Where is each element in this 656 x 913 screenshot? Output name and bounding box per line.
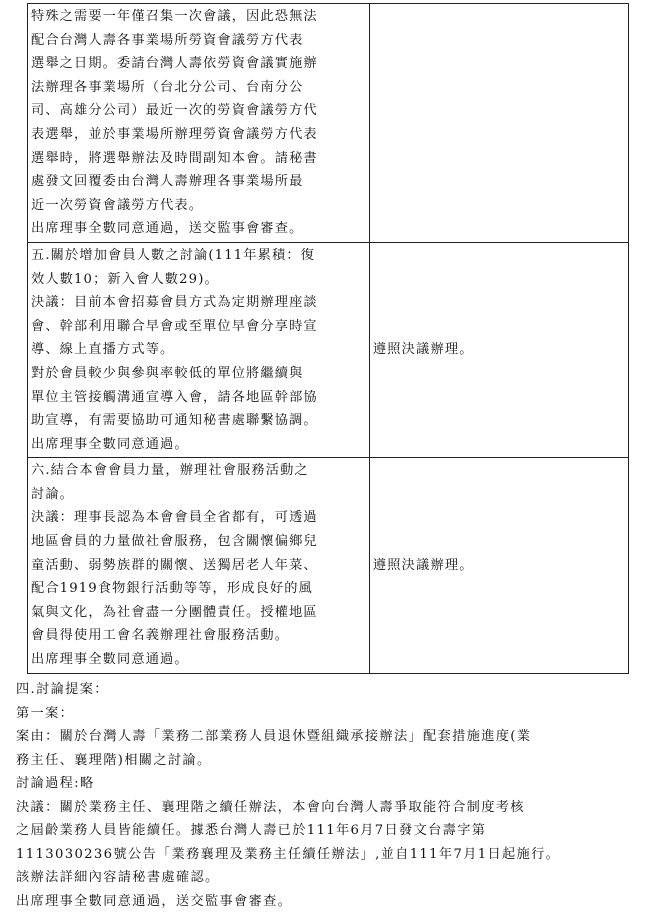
text-line: 決議：理事長認為本會會員全省都有，可透過 — [31, 506, 365, 530]
text-line: 司、高雄分公司）最近一次的勞資會議勞方代 — [31, 99, 365, 123]
proposal-subject: 案由：關於台灣人壽「業務二部業務人員退休暨組織承接辦法」配套措施進度(業 — [16, 725, 636, 749]
table-row — [28, 458, 629, 673]
text-line: 出席理事全數同意通過，送交監事會審查。 — [31, 217, 365, 241]
execution-cell — [369, 4, 628, 243]
text-line: 討論。 — [31, 483, 365, 507]
minutes-table — [27, 3, 629, 674]
execution-status: 遵照決議辦理。 — [373, 554, 628, 578]
text-line: 法辦理各事業場所（台北分公司、台南分公 — [31, 76, 365, 100]
text-line: 對於會員較少與參與率較低的單位將繼續與 — [31, 362, 365, 386]
execution-cell — [369, 242, 628, 457]
discussion-section — [16, 678, 636, 913]
text-line: 單位主管接觸溝通宣導入會，請各地區幹部協 — [31, 386, 365, 410]
text-line: 表選舉，並於事業場所辦理勞資會議勞方代表 — [31, 123, 365, 147]
text-line: 配合1919食物銀行活動等等，形成良好的風 — [31, 577, 365, 601]
text-line: 配合台灣人壽各事業場所勞資會議勞方代表 — [31, 29, 365, 53]
resolution-line: 1113030236號公告「業務襄理及業務主任續任辦法」,並自111年7月1日起施行。 — [16, 843, 636, 867]
approval-line: 出席理事全數同意通過，送交監事會審查。 — [16, 890, 636, 913]
text-line: 氣與文化，為社會盡一分團體責任。授權地區 — [31, 601, 365, 625]
execution-status: 遵照決議辦理。 — [373, 338, 628, 362]
motion-cell — [28, 242, 370, 457]
motion-cell — [28, 4, 370, 243]
text-line: 處發文回覆委由台灣人壽辦理各事業場所最 — [31, 170, 365, 194]
resolution-line: 決議：關於業務主任、襄理階之續任辦法，本會向台灣人壽爭取能符合制度考核 — [16, 796, 636, 820]
table-row — [28, 4, 629, 243]
text-line: 地區會員的力量做社會服務，包含關懷偏鄉兒 — [31, 530, 365, 554]
proposal-number: 第一案： — [16, 702, 636, 726]
text-line: 出席理事全數同意通過。 — [31, 433, 365, 457]
proposal-subject-cont: 務主任、襄理階)相關之討論。 — [16, 749, 636, 773]
discussion-process: 討論過程:略 — [16, 772, 636, 796]
text-line: 選舉之日期。委請台灣人壽依勞資會議實施辦 — [31, 52, 365, 76]
text-line: 特殊之需要一年僅召集一次會議，因此恐無法 — [31, 5, 365, 29]
text-line: 五.關於增加會員人數之討論(111年累積：復 — [31, 244, 365, 268]
motion-cell — [28, 458, 370, 673]
section-heading: 四.討論提案： — [16, 678, 636, 702]
text-line: 效人數10；新入會人數29)。 — [31, 268, 365, 292]
text-line: 導、線上直播方式等。 — [31, 338, 365, 362]
text-line: 會員得使用工會名義辦理社會服務活動。 — [31, 624, 365, 648]
text-line: 會、幹部利用聯合早會或至單位早會分享時宣 — [31, 315, 365, 339]
resolution-line: 該辦法詳細內容請秘書處確認。 — [16, 866, 636, 890]
text-line: 近一次勞資會議勞方代表。 — [31, 194, 365, 218]
text-line: 助宣導，有需要協助可通知秘書處聯繫協調。 — [31, 409, 365, 433]
text-line: 童活動、弱勢族群的關懷、送獨居老人年菜、 — [31, 554, 365, 578]
text-line: 決議：目前本會招募會員方式為定期辦理座談 — [31, 291, 365, 315]
resolution-line: 之屆齡業務人員皆能續任。據悉台灣人壽已於111年6月7日發文台壽字第 — [16, 819, 636, 843]
text-line: 出席理事全數同意通過。 — [31, 648, 365, 672]
text-line: 選舉時，將選舉辦法及時間副知本會。請秘書 — [31, 147, 365, 171]
execution-status — [373, 111, 628, 135]
execution-cell — [369, 458, 628, 673]
table-row — [28, 242, 629, 457]
text-line: 六.結合本會會員力量，辦理社會服務活動之 — [31, 459, 365, 483]
